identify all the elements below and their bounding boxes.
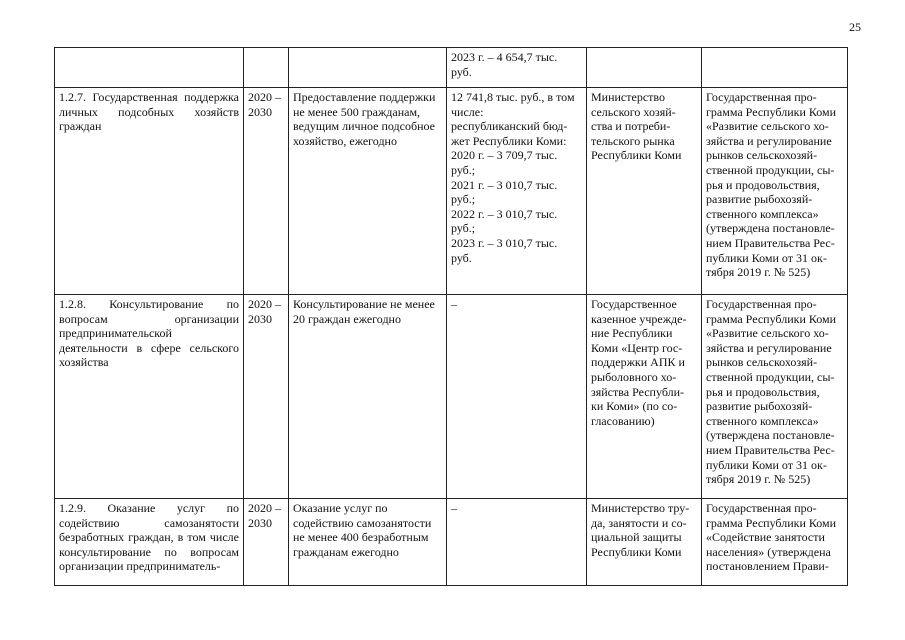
program-line: рья и продовольствия, — [706, 384, 820, 399]
continuation-row — [55, 48, 848, 88]
cell-funding — [447, 499, 587, 586]
executor-line: циальной защиты — [591, 530, 682, 545]
cell-executor — [587, 499, 702, 586]
cell-measure: 1.2.9. Оказание услуг по содействию самозанятости безработных граждан, в том числе консультирование по вопросам организации предприниматель- — [55, 499, 244, 586]
program-line: развитие рыбохозяй- — [706, 192, 813, 207]
program-line: нием Правительства Рес- — [706, 235, 835, 250]
cell-result: Предоставление поддержки не менее 500 гражданам, ведущим личное подсобное хозяйство, ежегодно — [289, 88, 447, 295]
program-line: Государственная про- — [706, 297, 817, 311]
cell-executor — [587, 295, 702, 499]
funding-line: 2020 г. – 3 709,7 тыс. — [451, 148, 558, 163]
table-row — [55, 295, 848, 499]
funding-line: 2023 г. – 4 654,7 тыс. — [451, 50, 558, 64]
program-line: постановлением Прави- — [706, 559, 829, 574]
period-line: 2020 – — [248, 297, 281, 311]
executor-line: ства и потреби- — [591, 119, 671, 134]
funding-line: 2021 г. – 3 010,7 тыс. — [451, 177, 558, 192]
program-line: рынков сельскохозяй- — [706, 148, 818, 163]
table-row — [55, 88, 848, 295]
executor-line: Республики Коми — [591, 148, 682, 163]
cell-measure — [55, 48, 244, 88]
cell-funding — [447, 295, 587, 499]
program-line: публики Коми от 31 ок- — [706, 457, 827, 472]
program-line: публики Коми от 31 ок- — [706, 250, 827, 265]
program-line: Государственная про- — [706, 90, 817, 104]
page-number: 25 — [849, 20, 861, 34]
executor-line: гласованию) — [591, 413, 655, 428]
cell-period — [244, 295, 289, 499]
cell-result: Консультирование не менее 20 граждан ежегодно — [289, 295, 447, 499]
funding-line: руб. — [451, 250, 472, 265]
program-line: населения» (утверждена — [706, 544, 831, 559]
executor-line: Министерство тру- — [591, 501, 690, 515]
executor-line: Государственное — [591, 297, 677, 311]
program-line: (утверждена постановле- — [706, 428, 835, 443]
cell-executor — [587, 88, 702, 295]
executor-line: рыболовного хо- — [591, 369, 677, 384]
cell-funding — [447, 88, 587, 295]
cell-funding — [447, 48, 587, 88]
program-line: «Развитие сельского хо- — [706, 326, 829, 341]
program-line: ственного комплекса» — [706, 206, 819, 221]
funding-line: республиканский бюд- — [451, 119, 568, 134]
cell-period — [244, 88, 289, 295]
funding-line: руб.; — [451, 162, 476, 177]
executor-line: Коми «Центр гос- — [591, 340, 683, 355]
program-line: Государственная про- — [706, 501, 817, 515]
program-line: (утверждена постановле- — [706, 221, 835, 236]
funding-line: 2022 г. – 3 010,7 тыс. — [451, 206, 558, 221]
cell-period — [244, 499, 289, 586]
program-line: нием Правительства Рес- — [706, 442, 835, 457]
program-line: ственной продукции, сы- — [706, 369, 835, 384]
cell-period — [244, 48, 289, 88]
program-line: тября 2019 г. № 525) — [706, 265, 811, 280]
measures-table — [54, 47, 848, 586]
program-line: ственного комплекса» — [706, 413, 819, 428]
period-line: 2030 — [248, 515, 272, 530]
executor-line: казенное учрежде- — [591, 311, 687, 326]
period-line: 2020 – — [248, 90, 281, 104]
program-line: рынков сельскохозяй- — [706, 355, 818, 370]
program-line: «Развитие сельского хо- — [706, 119, 829, 134]
cell-program — [702, 499, 848, 586]
executor-line: ки Коми» (по со- — [591, 399, 678, 414]
funding-line: руб.; — [451, 221, 476, 236]
cell-program — [702, 295, 848, 499]
funding-line: руб. — [451, 64, 472, 79]
funding-line: 12 741,8 тыс. руб., в том — [451, 90, 575, 104]
executor-line: зяйства Республи- — [591, 384, 685, 399]
period-line: 2020 – — [248, 501, 281, 515]
cell-measure: 1.2.7. Государственная поддержка личных подсобных хозяйств граждан — [55, 88, 244, 295]
program-line: зяйства и регулирование — [706, 340, 832, 355]
program-line: «Содействие занятости — [706, 530, 825, 545]
funding-line: руб.; — [451, 192, 476, 207]
funding-line: 2023 г. – 3 010,7 тыс. — [451, 235, 558, 250]
executor-line: да, занятости и со- — [591, 515, 687, 530]
funding-line: – — [451, 297, 457, 311]
executor-line: сельского хозяй- — [591, 104, 676, 119]
executor-line: Республики Коми — [591, 544, 682, 559]
executor-line: ние Республики — [591, 326, 673, 341]
cell-result: Оказание услуг по содействию самозанятости не менее 400 безработным гражданам ежегодно — [289, 499, 447, 586]
program-line: грамма Республики Коми — [706, 104, 837, 119]
program-line: тября 2019 г. № 525) — [706, 472, 811, 487]
funding-line: числе: — [451, 104, 484, 119]
executor-line: поддержки АПК и — [591, 355, 685, 370]
cell-result — [289, 48, 447, 88]
period-line: 2030 — [248, 311, 272, 326]
cell-program — [702, 48, 848, 88]
executor-line: тельского рынка — [591, 133, 675, 148]
program-line: ственной продукции, сы- — [706, 162, 835, 177]
table-row — [55, 499, 848, 586]
funding-line: – — [451, 501, 457, 515]
program-line: грамма Республики Коми — [706, 311, 837, 326]
cell-program — [702, 88, 848, 295]
program-line: зяйства и регулирование — [706, 133, 832, 148]
period-line: 2030 — [248, 104, 272, 119]
program-line: рья и продовольствия, — [706, 177, 820, 192]
executor-line: Министерство — [591, 90, 665, 104]
cell-executor — [587, 48, 702, 88]
program-line: развитие рыбохозяй- — [706, 399, 813, 414]
funding-line: жет Республики Коми: — [451, 133, 567, 148]
cell-measure: 1.2.8. Консультирование по вопросам организации предпринимательской деятельности в сфере сельского хозяйства — [55, 295, 244, 499]
program-line: грамма Республики Коми — [706, 515, 837, 530]
